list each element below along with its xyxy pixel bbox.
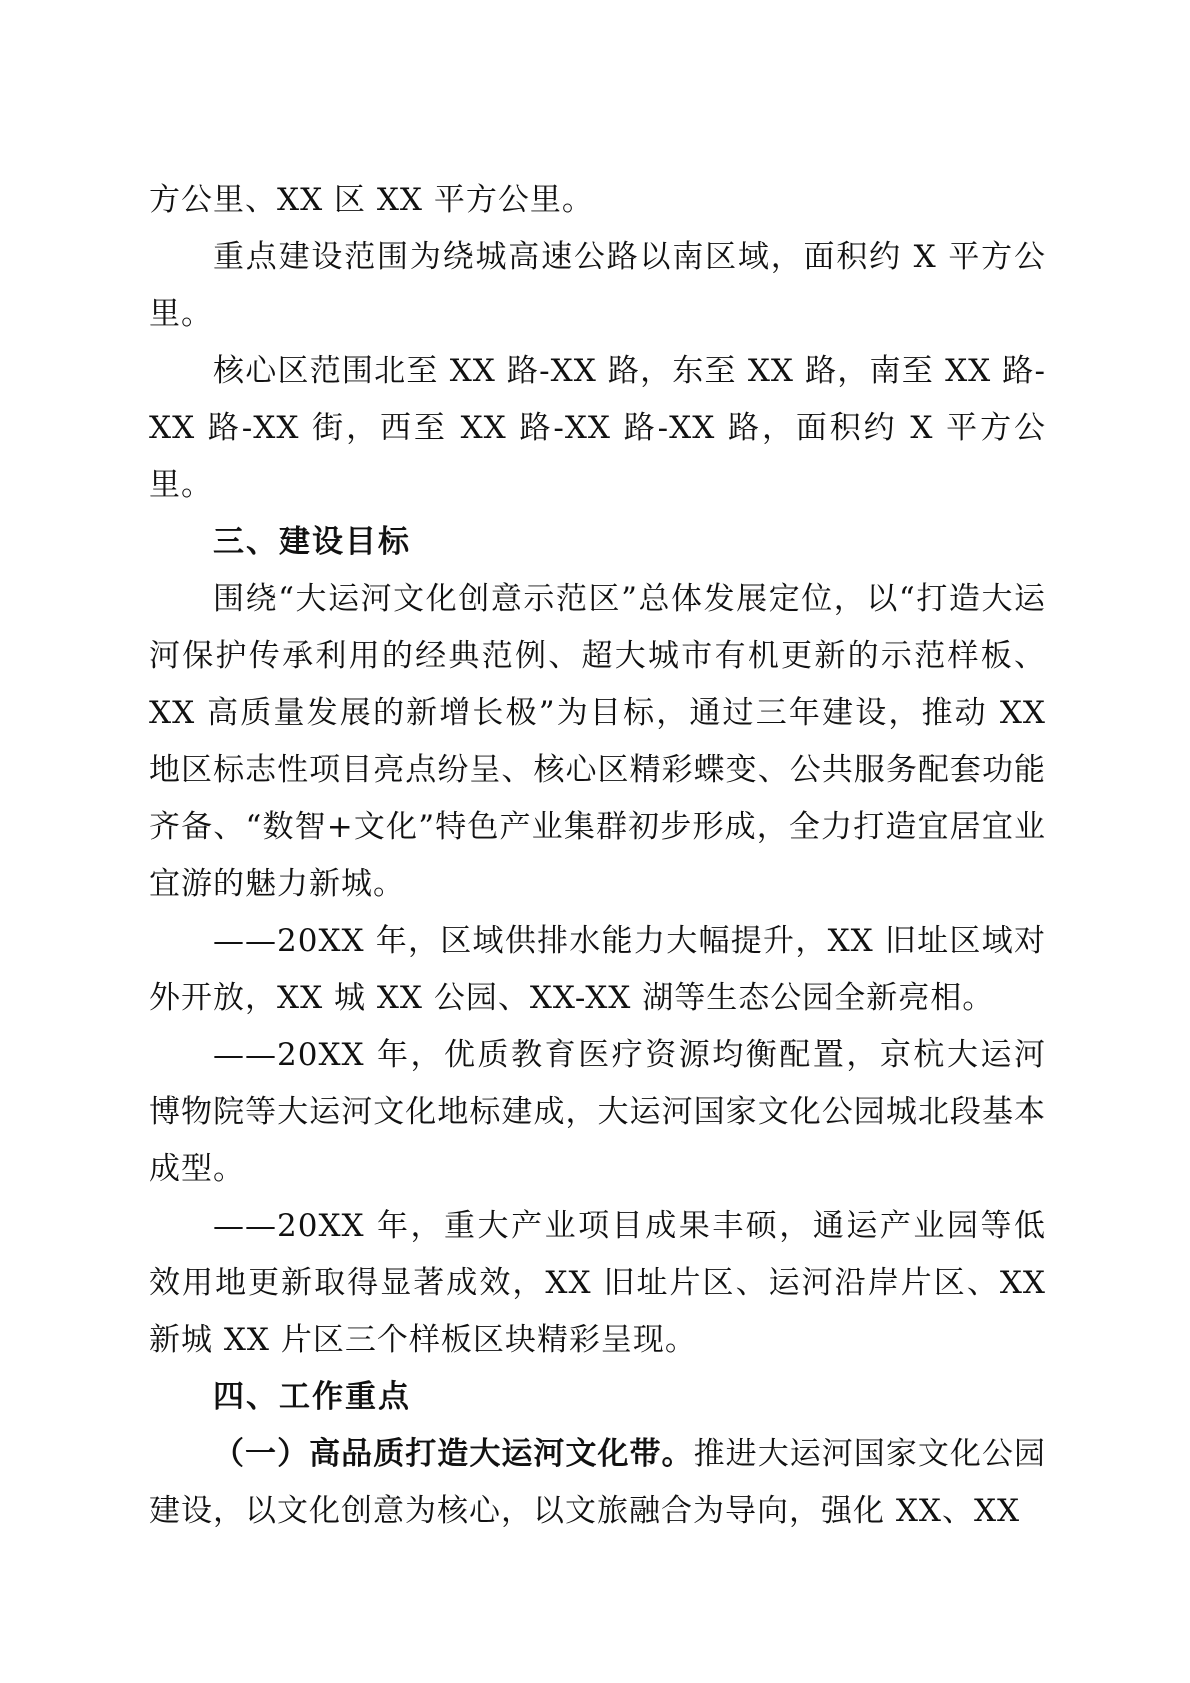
focus-item-1-lead: （一）高品质打造大运河文化带。 (213, 1436, 694, 1472)
paragraph-milestone-3: ——20XX 年，重大产业项目成果丰硕，通运产业园等低效用地更新取得显著成效，XX 旧址片区、运河沿岸片区、XX 新城 XX 片区三个样板区块精彩呈现。 (149, 1208, 1046, 1358)
focus-item-1-text: 推进大运河国家文化公园建设，以文化创意为核心，以文旅融合为导向，强化 XX、XX (149, 1436, 1047, 1529)
section-heading-construction-goals: 三、建设目标 (213, 524, 411, 560)
paragraph-milestone-1: ——20XX 年，区域供排水能力大幅提升，XX 旧址区域对外开放，XX 城 XX 公园、XX-XX 湖等生态公园全新亮相。 (149, 923, 1046, 1016)
paragraph-focus-item-1 (149, 1426, 1046, 1540)
paragraph-milestone-2: ——20XX 年，优质教育医疗资源均衡配置，京杭大运河博物院等大运河文化地标建成，大运河国家文化公园城北段基本成型。 (149, 1037, 1046, 1187)
section-heading-work-focus: 四、工作重点 (213, 1379, 411, 1415)
paragraph-goals-overview: 围绕“大运河文化创意示范区”总体发展定位，以“打造大运河保护传承利用的经典范例、超大城市有机更新的示范样板、XX 高质量发展的新增长极”为目标，通过三年建设，推动 XX 地区标志性项目亮点纷呈、核心区精彩蝶变、公共服务配套功能齐备、“数智+文化”特色产业集群初步形成，全力打造宜居宜业宜游的魅力新城。 (149, 581, 1046, 902)
paragraph-key-construction-scope: 重点建设范围为绕城高速公路以南区域，面积约 X 平方公里。 (149, 239, 1046, 332)
paragraph-continuation: 方公里、XX 区 XX 平方公里。 (149, 182, 594, 218)
document-body (149, 172, 1046, 1540)
paragraph-core-area-scope: 核心区范围北至 XX 路-XX 路，东至 XX 路，南至 XX 路-XX 路-XX 街，西至 XX 路-XX 路-XX 路，面积约 X 平方公里。 (149, 353, 1046, 503)
